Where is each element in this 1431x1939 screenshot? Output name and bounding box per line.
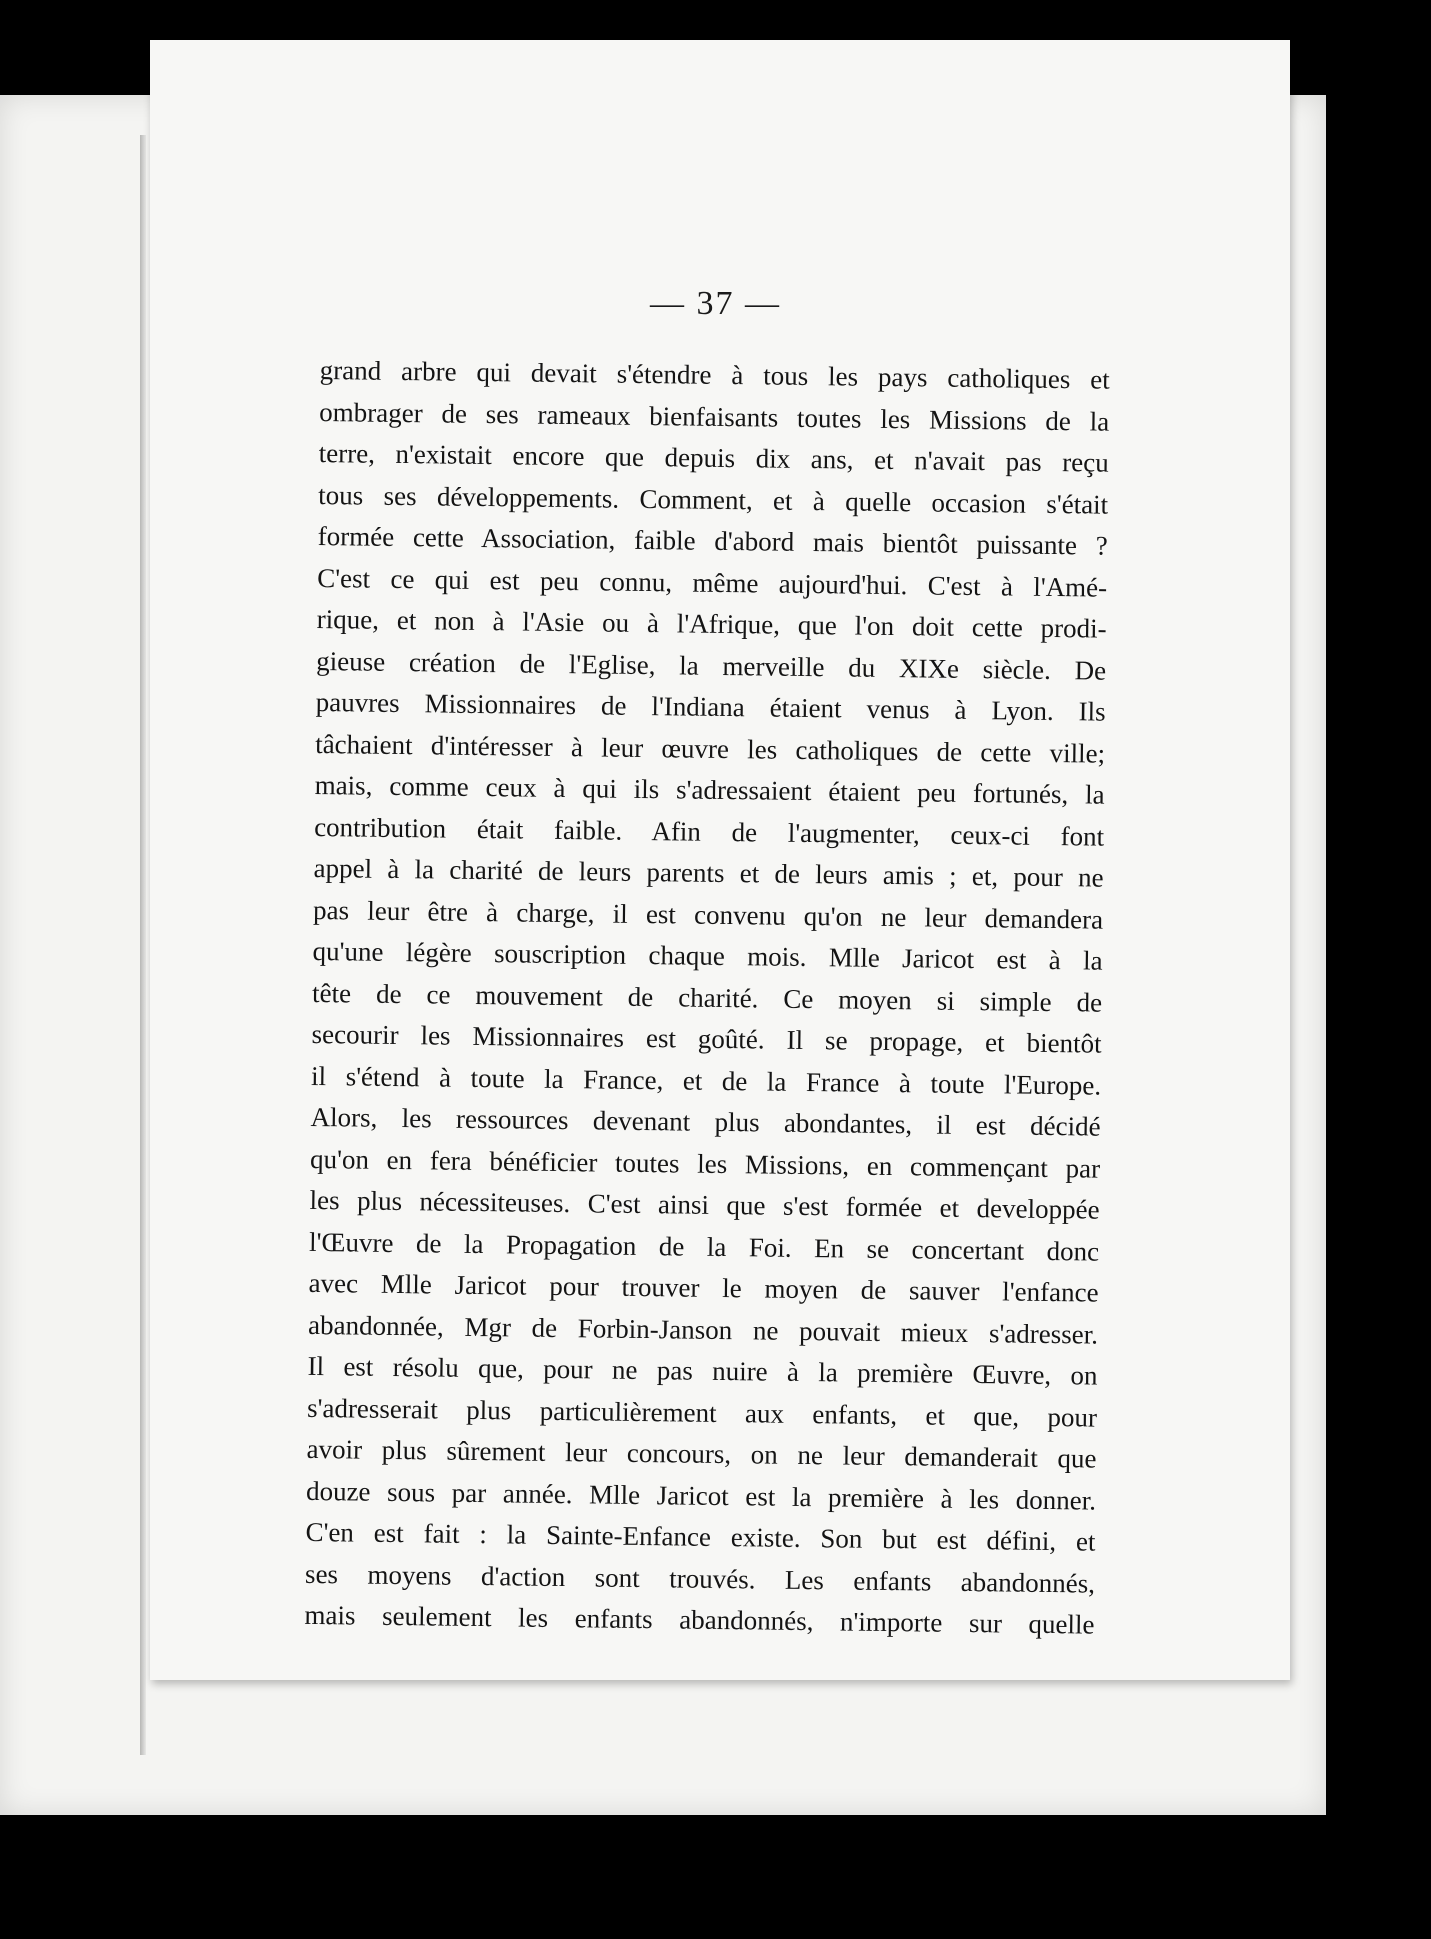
text-line: l'Œuvre de la Propagation de la Foi. En se concertant donc xyxy=(308,1226,1100,1267)
text-line: terre, n'existait encore que depuis dix ans, et n'avait pas reçu xyxy=(318,437,1109,478)
text-line: qu'une légère souscription chaque mois. Mlle Jaricot est à la xyxy=(312,935,1103,976)
text-line: pauvres Missionnaires de l'Indiana étaient venus à Lyon. Ils xyxy=(315,686,1106,727)
text-line: qu'on en fera bénéficier toutes les Missions, en commençant par xyxy=(309,1143,1101,1184)
text-line: mais seulement les enfants abandonnés, n'importe sur quelle xyxy=(304,1599,1095,1640)
text-line: tâchaient d'intéresser à leur œuvre les catholiques de cette ville; xyxy=(315,728,1106,769)
text-line: secourir les Missionnaires est goûté. Il se propage, et bientôt xyxy=(311,1018,1102,1059)
page-number: — 37 — xyxy=(650,285,781,322)
text-line: douze sous par année. Mlle Jaricot est la première à les donner. xyxy=(305,1475,1097,1516)
text-line: contribution était faible. Afin de l'augmenter, ceux-ci font xyxy=(313,811,1105,852)
body-text xyxy=(304,350,1110,1646)
text-line: C'en est fait : la Sainte-Enfance existe. Son but est défini, et xyxy=(305,1516,1096,1557)
text-line: gieuse création de l'Eglise, la merveille du XIXe siècle. De xyxy=(316,645,1107,686)
text-line: s'adresserait plus particulièrement aux enfants, et que, pour xyxy=(306,1392,1098,1433)
text-line: avec Mlle Jaricot pour trouver le moyen de sauver l'enfance xyxy=(308,1267,1099,1308)
text-line: tête de ce mouvement de charité. Ce moyen si simple de xyxy=(311,977,1103,1018)
text-line: appel à la charité de leurs parents et de leurs amis ; et, pour ne xyxy=(313,852,1104,893)
text-line: abandonnée, Mgr de Forbin-Janson ne pouvait mieux s'adresser. xyxy=(307,1309,1099,1350)
text-line: avoir plus sûrement leur concours, on ne leur demanderait que xyxy=(306,1433,1097,1474)
text-line: Alors, les ressources devenant plus abondantes, il est décidé xyxy=(310,1101,1101,1142)
text-line: ombrager de ses rameaux bienfaisants toutes les Missions de la xyxy=(319,396,1110,437)
text-line: les plus nécessiteuses. C'est ainsi que s'est formée et developpée xyxy=(309,1184,1100,1225)
text-line: formée cette Association, faible d'abord mais bientôt puissante ? xyxy=(317,520,1108,561)
text-line: tous ses développements. Comment, et à quelle occasion s'était xyxy=(318,479,1109,520)
text-line: C'est ce qui est peu connu, même aujourd'hui. C'est à l'Amé- xyxy=(317,562,1108,603)
text-line: il s'étend à toute la France, et de la France à toute l'Europe. xyxy=(310,1060,1102,1101)
text-line: ses moyens d'action sont trouvés. Les enfants abandonnés, xyxy=(304,1558,1096,1599)
text-line: Il est résolu que, pour ne pas nuire à la première Œuvre, on xyxy=(307,1350,1098,1391)
text-line: pas leur être à charge, il est convenu qu'on ne leur demandera xyxy=(312,894,1104,935)
text-line: rique, et non à l'Asie ou à l'Afrique, que l'on doit cette prodi- xyxy=(316,603,1107,644)
text-line: mais, comme ceux à qui ils s'adressaient étaient peu fortunés, la xyxy=(314,769,1105,810)
page-fold xyxy=(140,135,146,1755)
text-line: grand arbre qui devait s'étendre à tous les pays catholiques et xyxy=(319,354,1110,395)
